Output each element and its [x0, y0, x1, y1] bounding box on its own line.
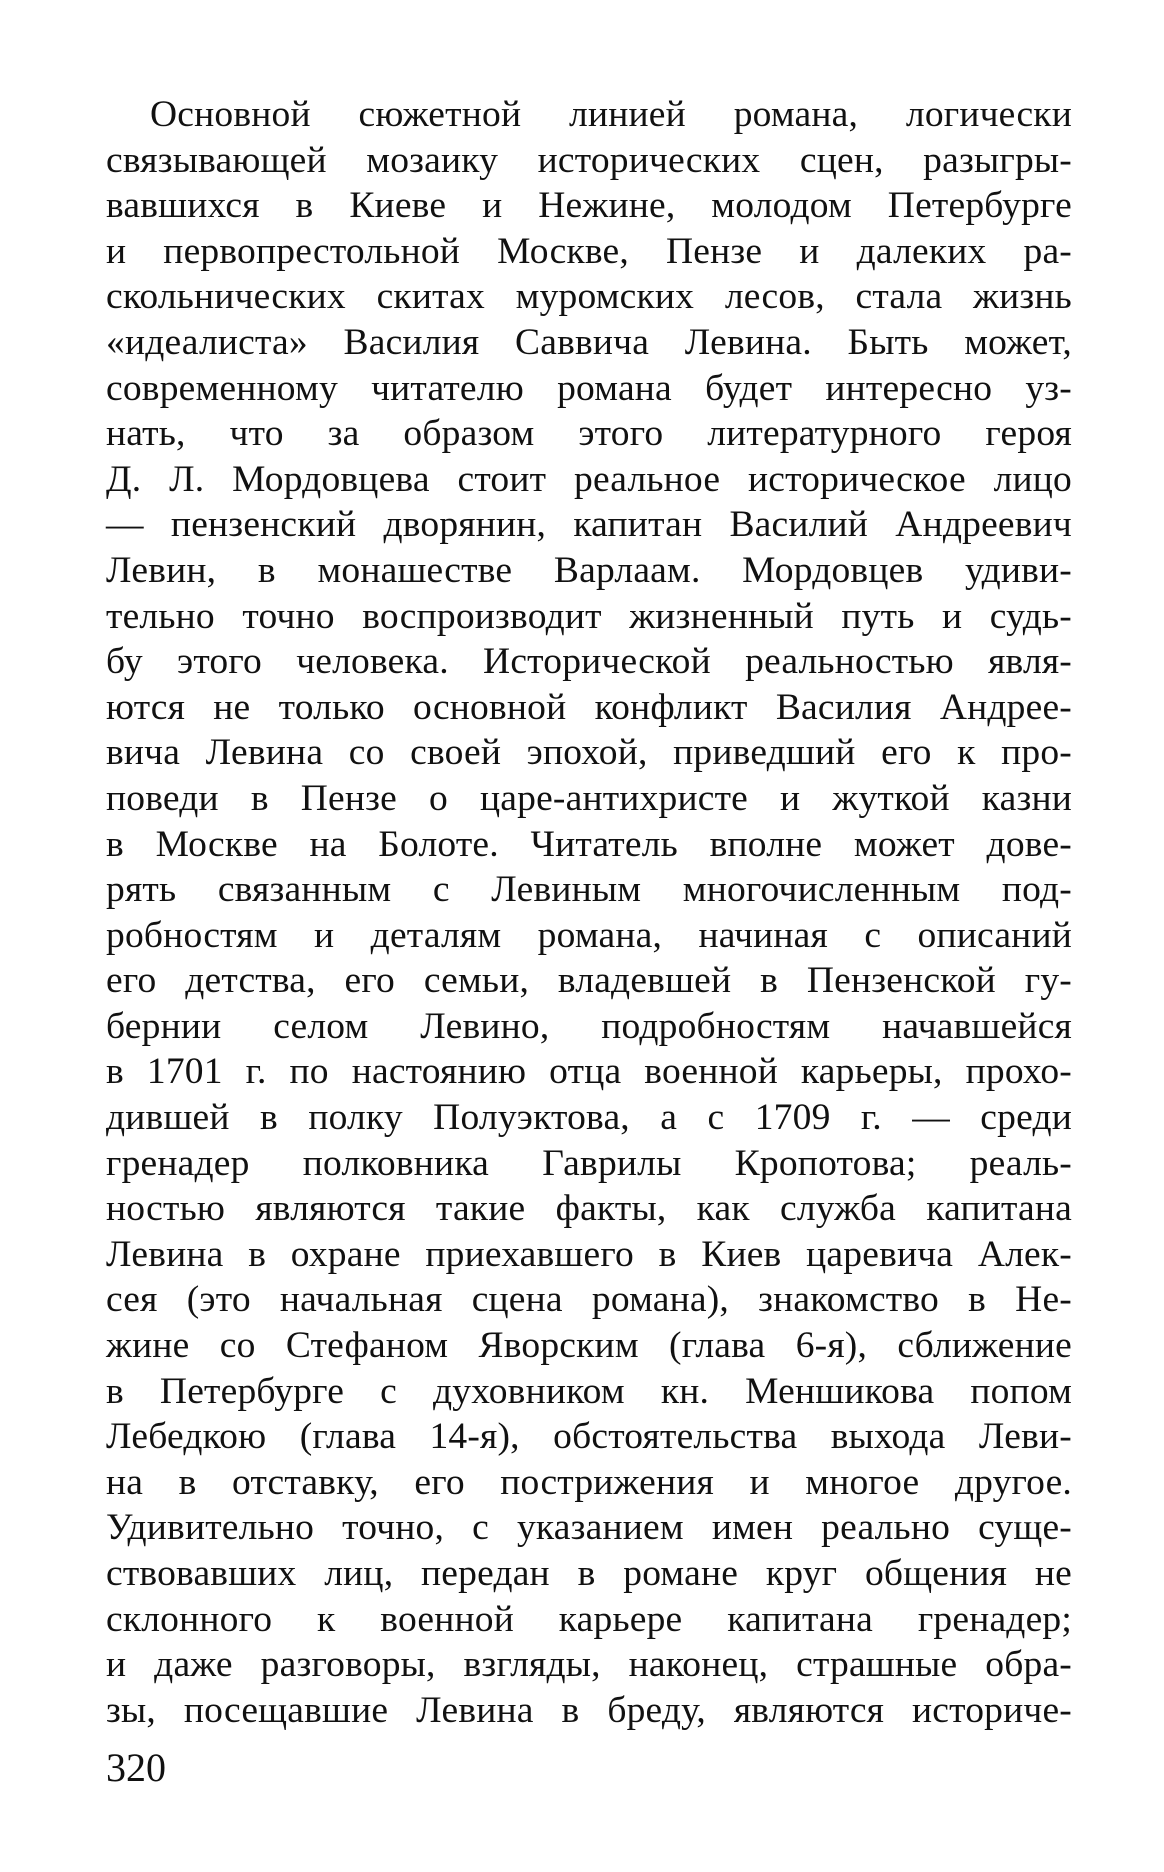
text-line: Основной сюжетной линией романа, логически — [150, 94, 1072, 135]
page-number: 320 — [106, 1745, 166, 1790]
text-line: склонного к военной карьере капитана гренадер; — [106, 1598, 1072, 1640]
text-line: и первопрестольной Москве, Пензе и далеких ра- — [106, 230, 1072, 272]
text-line: дившей в полку Полуэктова, а с 1709 г. — среди — [106, 1097, 1072, 1139]
text-line: гренадер полковника Гаврилы Кропотова; реаль- — [106, 1142, 1072, 1184]
text-line: тельно точно воспроизводит жизненный путь и судь- — [106, 595, 1072, 637]
text-line: — пензенский дворянин, капитан Василий Андреевич — [106, 504, 1072, 546]
text-line: Лебедкою (глава 14-я), обстоятельства выхода Леви- — [106, 1416, 1072, 1458]
text-line: бернии селом Левино, подробностям начавшейся — [106, 1005, 1072, 1047]
text-line: зы, посещавшие Левина в бреду, являются историче- — [106, 1689, 1072, 1731]
text-line: скольнических скитах муромских лесов, стала жизнь — [106, 276, 1072, 318]
text-line: Удивительно точно, с указанием имен реально суще- — [106, 1507, 1072, 1549]
text-line: ностью являются такие факты, как служба капитана — [106, 1188, 1072, 1230]
text-line: поведи в Пензе о царе-антихристе и жуткой казни — [106, 777, 1072, 819]
text-line: связывающей мозаику исторических сцен, разыгры- — [106, 139, 1072, 181]
text-line: робностям и деталям романа, начиная с описаний — [106, 914, 1072, 956]
text-line: рять связанным с Левиным многочисленным под- — [106, 869, 1072, 911]
text-line: ются не только основной конфликт Василия Андрее- — [106, 686, 1072, 728]
text-line: и даже разговоры, взгляды, наконец, страшные обра- — [106, 1644, 1072, 1686]
text-line: в Петербурге с духовником кн. Меншикова попом — [106, 1370, 1072, 1412]
text-line: в 1701 г. по настоянию отца военной карьеры, прохо- — [106, 1051, 1072, 1093]
text-line: жине со Стефаном Яворским (глава 6-я), сближение — [106, 1325, 1072, 1367]
text-line: на в отставку, его пострижения и многое другое. — [106, 1461, 1072, 1503]
text-line: его детства, его семьи, владевшей в Пензенской гу- — [106, 960, 1072, 1002]
text-line: в Москве на Болоте. Читатель вполне может дове- — [106, 823, 1072, 865]
text-line: бу этого человека. Исторической реальностью явля- — [106, 641, 1072, 683]
text-line: вавшихся в Киеве и Нежине, молодом Петербурге — [106, 185, 1072, 227]
text-line: нать, что за образом этого литературного героя — [106, 413, 1072, 455]
text-line: ствовавших лиц, передан в романе круг общения не — [106, 1553, 1072, 1594]
text-line: Д. Л. Мордовцева стоит реальное историческое лицо — [106, 458, 1072, 500]
text-line: вича Левина со своей эпохой, приведший его к про- — [106, 732, 1072, 774]
text-line: Левин, в монашестве Варлаам. Мордовцев удиви- — [106, 549, 1072, 591]
body-paragraph — [106, 92, 1072, 1733]
text-line: сея (это начальная сцена романа), знакомство в Не- — [106, 1279, 1072, 1321]
text-line: современному читателю романа будет интересно уз- — [106, 367, 1072, 409]
text-line: Левина в охране приехавшего в Киев царевича Алек- — [106, 1233, 1072, 1275]
text-line: «идеалиста» Василия Саввича Левина. Быть может, — [106, 321, 1072, 363]
